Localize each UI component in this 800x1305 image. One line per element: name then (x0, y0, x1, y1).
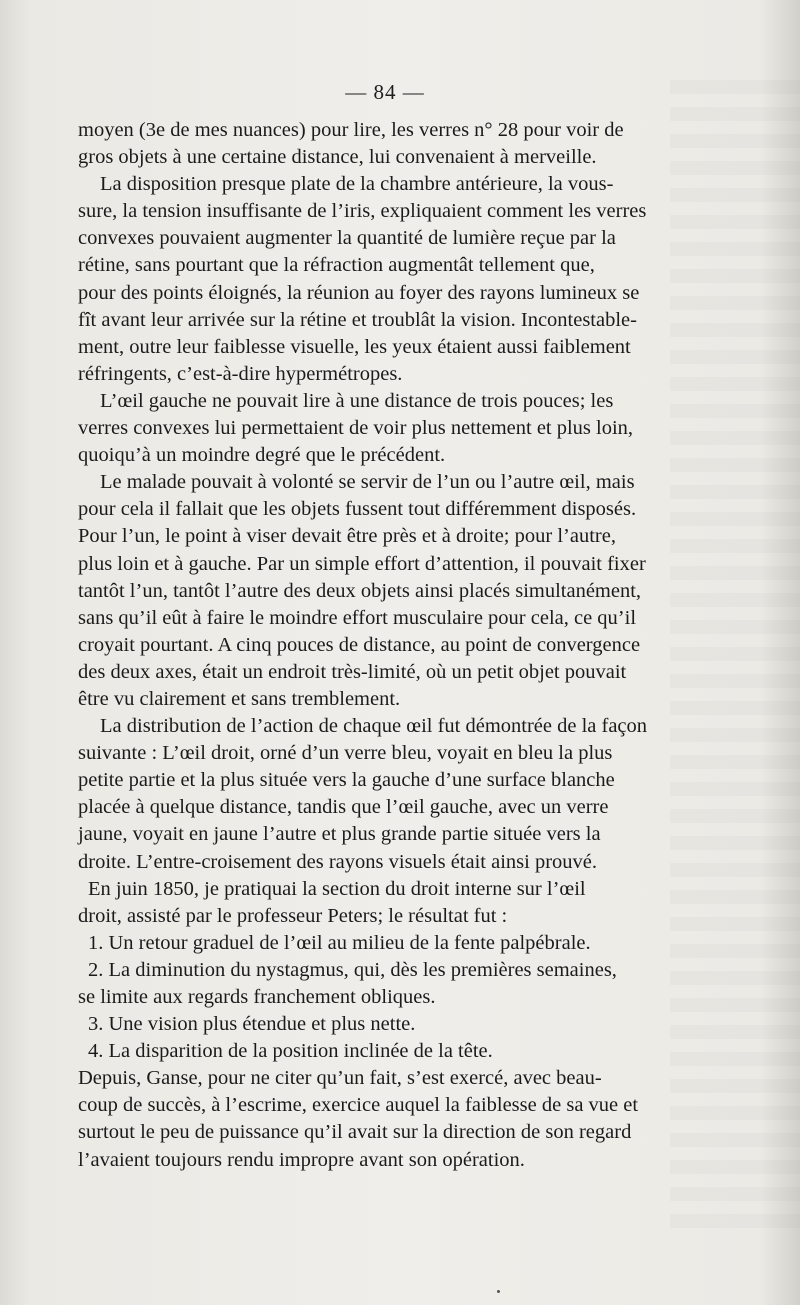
text-line: surtout le peu de puissance qu’il avait sur la direction de son regard (78, 1121, 632, 1144)
text-line: coup de succès, à l’escrime, exercice auquel la faiblesse de sa vue et (78, 1094, 639, 1117)
text-line: rétine, sans pourtant que la réfraction augmentât tellement que, (78, 254, 595, 277)
text-line: ment, outre leur faiblesse visuelle, les yeux étaient aussi faiblement (78, 335, 631, 358)
text-line: réfringents, c’est-à-dire hypermétropes. (78, 362, 403, 385)
text-line: verres convexes lui permettaient de voir plus nettement et plus loin, (78, 417, 634, 440)
text-line: pour cela il fallait que les objets fussent tout différemment disposés. (78, 498, 637, 521)
page-number: — 84 — (345, 80, 425, 104)
text-line: droit, assisté par le professeur Peters; le résultat fut : (78, 904, 508, 927)
text-line: pour des points éloignés, la réunion au foyer des rayons lumineux se (78, 281, 640, 304)
text-line: se limite aux regards franchement obliques. (78, 986, 436, 1008)
text-line: l’avaient toujours rendu impropre avant son opération. (78, 1148, 525, 1171)
text-line: sans qu’il eût à faire le moindre effort musculaire pour cela, ce qu’il (78, 606, 637, 629)
list-item-1: 1. Un retour graduel de l’œil au milieu de la fente palpébrale. (88, 931, 591, 954)
paper-speck (497, 1290, 500, 1293)
text-line: suivante : L’œil droit, orné d’un verre bleu, voyait en bleu la plus (78, 742, 613, 765)
paragraph-start-line: Le malade pouvait à volonté se servir de l’un ou l’autre œil, mais (100, 471, 635, 494)
paragraph-start-line: Depuis, Ganse, pour ne citer qu’un fait, s’est exercé, avec beau- (78, 1067, 602, 1090)
body-text (78, 117, 704, 1174)
text-line: des deux axes, était un endroit très-limité, où un petit objet pouvait (78, 660, 627, 683)
text-line: tantôt l’un, tantôt l’autre des deux objets ainsi placés simultanément, (78, 579, 642, 602)
paragraph-start-line: La disposition presque plate de la chambre antérieure, la vous- (100, 173, 614, 196)
paragraph-start-line: En juin 1850, je pratiquai la section du droit interne sur l’œil (88, 877, 586, 900)
text-line: être vu clairement et sans tremblement. (78, 687, 401, 710)
text-line: croyait pourtant. A cinq pouces de distance, au point de convergence (78, 633, 641, 656)
text-line: convexes pouvaient augmenter la quantité de lumière reçue par la (78, 227, 616, 250)
paragraph-start-line: L’œil gauche ne pouvait lire à une distance de trois pouces; les (100, 389, 614, 412)
list-item-4: 4. La disparition de la position inclinée de la tête. (88, 1040, 493, 1063)
text-line: quoiqu’à un moindre degré que le précédent. (78, 444, 446, 467)
text-line: placée à quelque distance, tandis que l’œil gauche, avec un verre (78, 796, 609, 819)
text-line: Pour l’un, le point à viser devait être près et à droite; pour l’autre, (78, 525, 616, 548)
text-line: droite. L’entre-croisement des rayons visuels était ainsi prouvé. (78, 850, 597, 873)
text-line: sure, la tension insuffisante de l’iris, expliquaient comment les verres (78, 200, 647, 223)
text-line: jaune, voyait en jaune l’autre et plus grande partie située vers la (78, 823, 601, 846)
text-line: petite partie et la plus située vers la gauche d’une surface blanche (78, 769, 615, 792)
text-line: gros objets à une certaine distance, lui convenaient à merveille. (78, 146, 597, 169)
text-line: plus loin et à gauche. Par un simple effort d’attention, il pouvait fixer (78, 552, 646, 575)
text-line: fît avant leur arrivée sur la rétine et troublât la vision. Incontestable- (78, 308, 637, 331)
text-line: moyen (3e de mes nuances) pour lire, les verres n° 28 pour voir de (78, 119, 624, 141)
list-item-3: 3. Une vision plus étendue et plus nette. (88, 1013, 416, 1036)
paragraph-start-line: La distribution de l’action de chaque œil fut démontrée de la façon (100, 715, 648, 738)
list-item-2: 2. La diminution du nystagmus, qui, dès les premières semaines, (88, 958, 617, 981)
